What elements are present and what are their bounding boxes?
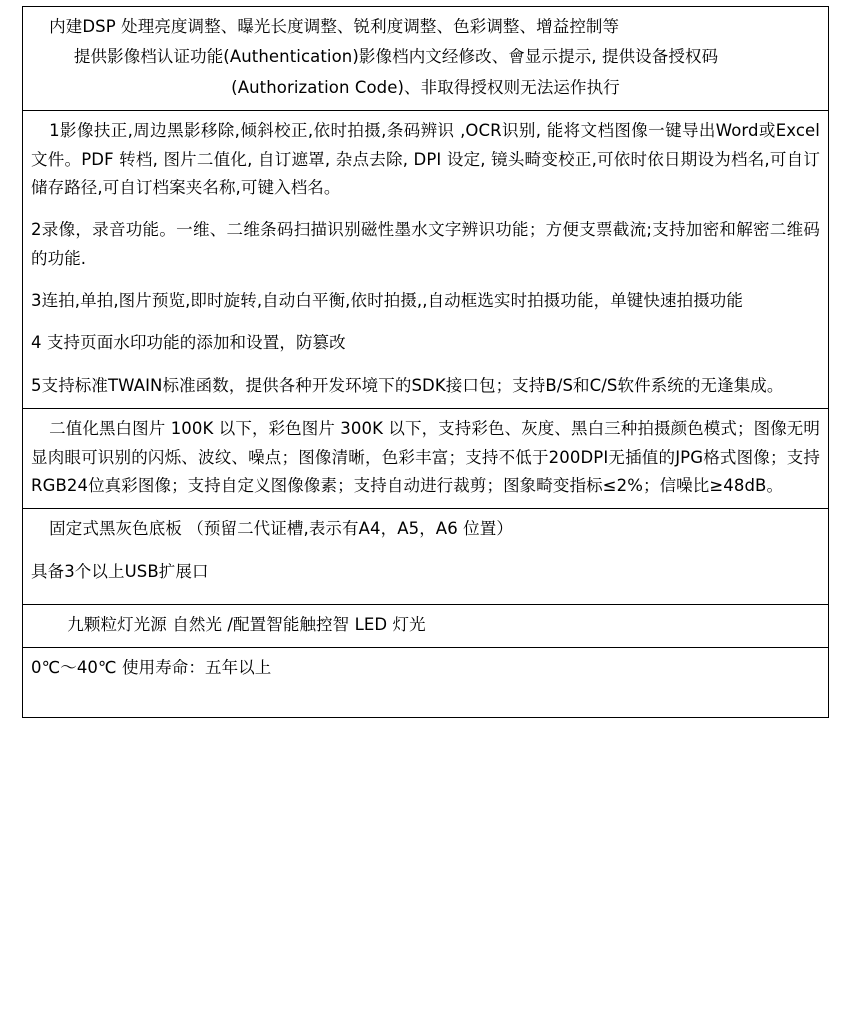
feature-item-1: 1影像扶正,周边黑影移除,倾斜校正,依时拍摄,条码辨识 ,OCR识别, 能将文档图像一键导出Word或Excel文件。PDF 转档, 图片二值化, 自订遮罩, 杂点去除, DPI 设定, 镜头畸变校正,可依时依日期设为档名,可自订储存路径,可自订档案夹名称,可键入档名。 [31,121,820,197]
temperature-life-text: 0℃～40℃ 使用寿命：五年以上 [31,658,272,678]
spec-table [22,6,829,718]
cell-image-quality [23,409,829,509]
cell-light-source [23,605,829,648]
feature-item-2: 2录像，录音功能。一维、二维条码扫描识别磁性墨水文字辨识功能；方便支票截流;支持加密和解密二维码的功能. [31,220,820,268]
feature-item-4: 4 支持页面水印功能的添加和设置，防篡改 [31,333,346,353]
light-source-text: 九颗粒灯光源 自然光 /配置智能触控智 LED 灯光 [67,615,426,634]
cell-base-plate [23,509,829,605]
table-row [23,409,829,509]
dsp-line-1: 内建DSP 处理亮度调整、曝光长度调整、锐利度调整、色彩调整、增益控制等 [49,17,620,36]
spacer [31,586,820,596]
dsp-line-2: 提供影像档认证功能(Authentication)影像档内文经修改、會显示提示, 提供设备授权码 [73,47,719,67]
table-row [23,7,829,111]
usb-ports-text: 具备3个以上USB扩展口 [31,561,209,581]
dsp-line-3: (Authorization Code)、非取得授权则无法运作执行 [231,77,620,97]
cell-temperature-life [23,648,829,717]
image-quality-text: 二值化黑白图片 100K 以下，彩色图片 300K 以下，支持彩色、灰度、黑白三种拍摄颜色模式；图像无明显肉眼可识别的闪烁、波纹、噪点；图像清晰，色彩丰富；支持不低于200DPI无插值的JPG格式图像；支持RGB24位真彩图像；支持自定义图像像素；支持自动进行裁剪；图象畸变指标≤2%；信噪比≥48dB。 [31,419,820,495]
feature-item-5: 5支持标准TWAIN标准函数，提供各种开发环境下的SDK接口包；支持B/S和C/S软件系统的无逢集成。 [31,375,784,395]
table-row [23,111,829,409]
table-row [23,648,829,717]
table-row [23,509,829,605]
table-row [23,605,829,648]
cell-dsp-auth [23,7,829,111]
cell-features-list [23,111,829,409]
feature-item-3: 3连拍,单拍,图片预览,即时旋转,自动白平衡,依时拍摄,,自动框选实时拍摄功能，单键快速拍摄功能 [31,291,744,310]
base-plate-text: 固定式黑灰色底板 （预留二代证槽,表示有A4，A5，A6 位置） [49,519,513,539]
